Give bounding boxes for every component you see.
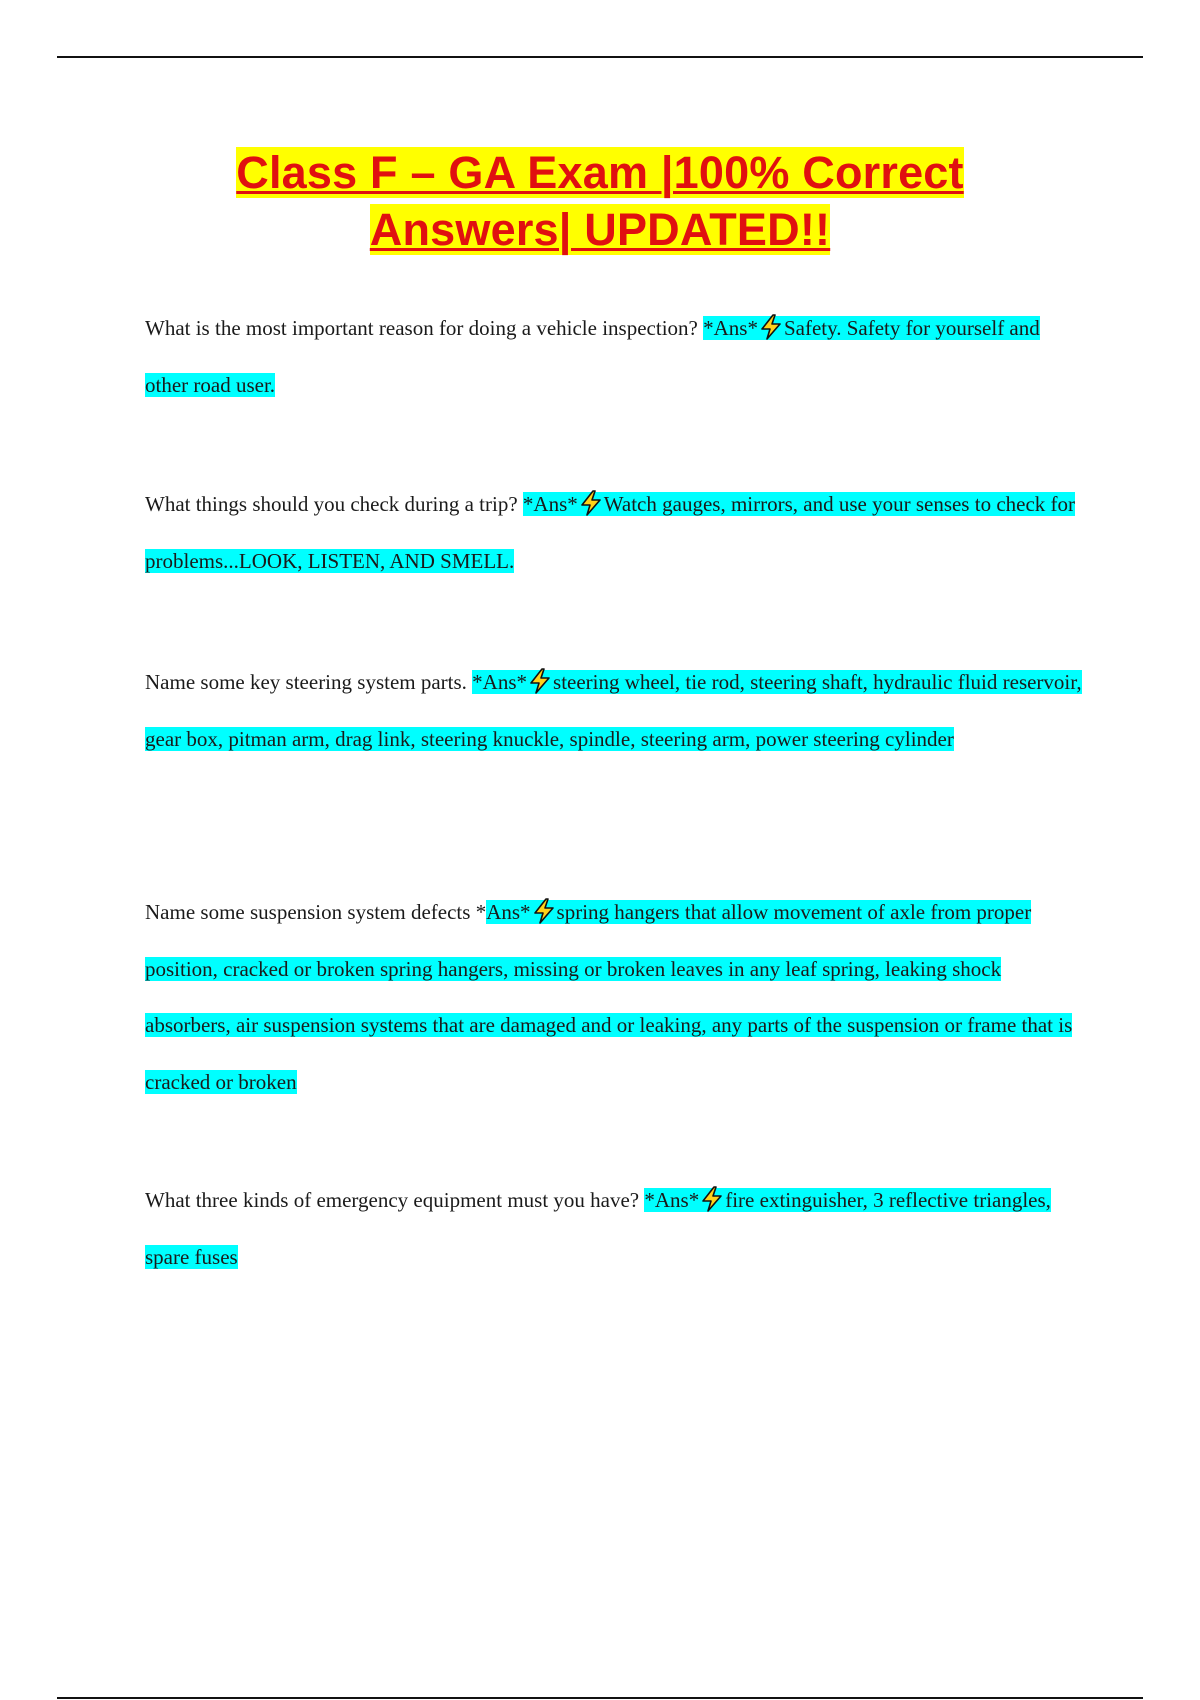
bottom-divider [57, 1697, 1143, 1699]
question-text: What things should you check during a trip? [145, 492, 523, 516]
lightning-icon [532, 898, 556, 924]
qa-item-4 [145, 884, 1085, 1110]
answer-text: fire extinguisher, 3 reflective triangles, spare fuses [145, 1188, 1051, 1269]
answer-text: Safety. Safety for yourself and other road user. [145, 316, 1040, 397]
answer-prefix: *Ans* [703, 316, 758, 340]
answer-prefix: *Ans* [522, 492, 578, 516]
lightning-icon [700, 1186, 724, 1212]
answer-highlight [145, 900, 1072, 1094]
lightning-icon [579, 490, 603, 516]
answer-prefix: *Ans* [644, 1188, 700, 1212]
top-divider [57, 56, 1143, 58]
document-title [100, 144, 1100, 258]
qa-item-1 [145, 300, 1085, 413]
answer-prefix: Ans* [486, 900, 531, 924]
title-line-1: Class F – GA Exam |100% Correct [236, 147, 964, 198]
question-text: What three kinds of emergency equipment must you have? [145, 1188, 645, 1212]
question-text: Name some key steering system parts. [145, 670, 473, 694]
answer-prefix: *Ans* [472, 670, 528, 694]
question-text: Name some suspension system defects * [145, 900, 487, 924]
lightning-icon [759, 314, 783, 340]
qa-item-2 [145, 476, 1085, 589]
qa-item-3 [145, 654, 1085, 767]
answer-text: spring hangers that allow movement of axle from proper position, cracked or broken spring hangers, missing or broken leaves in any leaf spring, leaking shock absorbers, air suspension systems that are damaged and or leaking, any parts of the suspension or frame that is cracked or broken [145, 900, 1073, 1094]
lightning-icon [528, 668, 552, 694]
answer-text: steering wheel, tie rod, steering shaft, hydraulic fluid reservoir, gear box, pitman arm, drag link, steering knuckle, spindle, steering arm, power steering cylinder [145, 670, 1082, 751]
question-text: What is the most important reason for doing a vehicle inspection? [145, 316, 704, 340]
title-line-2: Answers| UPDATED!! [369, 204, 831, 255]
answer-text: Watch gauges, mirrors, and use your senses to check for problems...LOOK, LISTEN, AND SMELL. [145, 492, 1076, 573]
qa-item-5 [145, 1172, 1085, 1285]
